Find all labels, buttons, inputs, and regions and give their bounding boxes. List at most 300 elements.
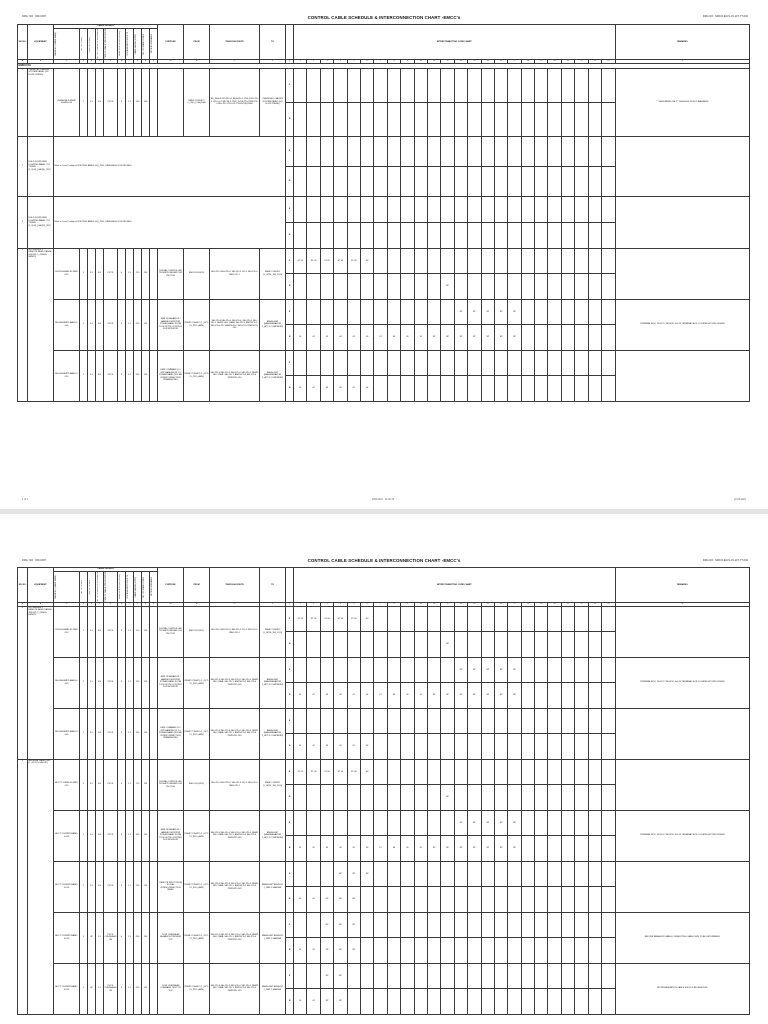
core-cell: SP — [494, 683, 507, 709]
cell-spare: 110 — [142, 299, 150, 350]
core-cell — [588, 632, 601, 658]
core-cell — [548, 759, 561, 785]
core-cell — [588, 887, 601, 913]
cell-type: PVCS — [104, 68, 118, 136]
cell-ext: 4/3 — [96, 606, 104, 657]
core-row-marker: S — [286, 708, 294, 734]
core-cell: SP — [454, 836, 467, 862]
core-cell — [374, 734, 387, 760]
core-cell — [347, 810, 360, 836]
col-header-from: FROM — [184, 25, 210, 60]
core-cell: 02 — [307, 325, 320, 351]
cell-through: SEL-PD-3 SEL-PD-3, SEL-PD-4, PD-3, SEL-PD-4, PAUL-PD-1 — [210, 606, 260, 657]
col-letter-A: A — [18, 59, 28, 63]
core-cell — [334, 222, 347, 248]
cell-to: BMHS-GMT (HANDBEHAVIOR 1_HPT-2 COMPRESS) — [260, 350, 286, 401]
core-cell — [521, 734, 534, 760]
core-cell — [320, 102, 333, 136]
core-cell — [414, 657, 427, 683]
cell-cable-no: DEL-RA-RMPP-BAND-2-010 — [54, 350, 80, 401]
core-cell — [387, 136, 400, 166]
core-row-marker: N — [286, 376, 294, 402]
cell-through: SEL-PD-4 SEL-PD-4, SEL-PD-4, SEL-PD-4, SEL-PD-4, RHMP, SEL 3 BBB, SEL-PD 3, BMPS-PD-9, SEL-PD-4 PD 3-BMPS-PD-1 SEL-PD-4 PMPS-PD-100 — [210, 299, 260, 350]
core-cell — [602, 350, 616, 376]
core-number-1: 1 — [294, 602, 307, 606]
core-cell — [602, 606, 616, 632]
col-header-no-cores-label: NO. OF CORES — [80, 579, 83, 594]
cell-from: RMHP CONVEY (1_GPT-21_PRO_AMS) — [184, 350, 210, 401]
core-cell — [521, 166, 534, 196]
core-cell — [387, 861, 400, 887]
core-cell — [602, 325, 616, 351]
core-cell — [588, 68, 601, 102]
core-row-marker: N — [286, 887, 294, 913]
core-cell: SP — [320, 887, 333, 913]
core-cell — [454, 785, 467, 811]
core-cell — [427, 912, 440, 938]
core-cell — [521, 248, 534, 274]
core-cell — [535, 136, 548, 166]
core-cell: 10 — [414, 683, 427, 709]
core-cell — [347, 989, 360, 1015]
core-cell — [387, 222, 400, 248]
core-cell: SP — [361, 248, 374, 274]
core-cell — [561, 887, 574, 913]
core-cell — [602, 810, 616, 836]
core-cell — [347, 136, 360, 166]
core-cell — [548, 222, 561, 248]
cell-length: 4 — [118, 912, 126, 963]
cell-through: SEL-PD-4 SEL-PD-4, SEL-PD-4, SEL-PD-4, RHMP, SEL 3 BBB, SEL-PD 3, BMPS-PD-9 SEL-PD-4 PMPS-PD-100 — [210, 708, 260, 759]
core-cell — [481, 708, 494, 734]
core-cell — [347, 166, 360, 196]
cell-remarks — [615, 248, 749, 299]
core-cell — [294, 166, 307, 196]
cell-sr: 4 — [18, 606, 28, 759]
core-row-marker: N — [286, 785, 294, 811]
core-cell — [387, 785, 400, 811]
col-letter-D: D — [80, 59, 88, 63]
cell-remarks — [615, 606, 749, 657]
core-cell — [494, 350, 507, 376]
core-cell — [374, 606, 387, 632]
core-cell: SP — [361, 759, 374, 785]
core-cell: SP — [508, 299, 521, 325]
core-cell — [401, 196, 414, 222]
core-row-marker: S — [286, 912, 294, 938]
core-cell: 02 — [307, 376, 320, 402]
core-cell — [361, 632, 374, 658]
core-number-18: 18 — [521, 602, 534, 606]
cell-to: BMHS-GMT BMHS BY 1_RMT-1 HANDBE — [260, 912, 286, 963]
core-cell: 02 — [307, 836, 320, 862]
core-cell — [521, 222, 534, 248]
core-cell — [575, 136, 588, 166]
core-cell — [427, 989, 440, 1015]
cell-spare: 110 — [142, 350, 150, 401]
core-cell: 03 — [320, 836, 333, 862]
core-cell — [561, 734, 574, 760]
core-cell — [481, 274, 494, 300]
core-row-marker: N — [286, 325, 294, 351]
core-cell — [521, 102, 534, 136]
core-cell — [361, 350, 374, 376]
cell-to: BMHS-GMT (HANDBEHAVIOR 1_HPT-2 COMPRESS) — [260, 657, 286, 708]
core-cell — [535, 299, 548, 325]
col-header-vdrop-label: VOLTAGE DROP IN VOLTS — [126, 32, 129, 56]
core-cell — [548, 683, 561, 709]
cell-length: 4 — [118, 68, 126, 136]
core-cell: 06 — [361, 734, 374, 760]
core-cell — [441, 734, 454, 760]
core-number-24: 24 — [602, 59, 616, 63]
core-cell — [548, 785, 561, 811]
cell-cable-no: HDCT-T1-RMPP-BAND-3-010 — [54, 912, 80, 963]
core-cell — [294, 102, 307, 136]
core-cell — [334, 350, 347, 376]
core-cell: SP — [347, 861, 360, 887]
core-cell — [454, 248, 467, 274]
core-cell — [521, 708, 534, 734]
core-cell — [548, 274, 561, 300]
core-cell — [468, 759, 481, 785]
cell-spare: 110 — [142, 810, 150, 861]
core-cell — [427, 350, 440, 376]
core-cell — [494, 166, 507, 196]
core-cell: SP — [494, 810, 507, 836]
core-cell — [602, 102, 616, 136]
core-cell — [454, 632, 467, 658]
cell-type: PVCS — [104, 248, 118, 299]
core-row-marker: S — [286, 68, 294, 102]
core-cell — [307, 102, 320, 136]
core-cell — [575, 68, 588, 102]
core-cell — [508, 632, 521, 658]
core-cell — [441, 606, 454, 632]
core-cell — [521, 325, 534, 351]
core-cell — [414, 299, 427, 325]
core-number-19: 19 — [535, 59, 548, 63]
cell-no-cores: 1 — [80, 299, 88, 350]
core-cell — [508, 887, 521, 913]
cell-purpose: EMS 13 BEHAVIOR / HANDBOOK/INT/VR POWER BAND ROOM TOOL/LETTE CONTROL FOR INTERIOR — [158, 299, 184, 350]
cell-length: 4 — [118, 759, 126, 810]
core-cell — [414, 136, 427, 166]
col-header-purpose: PURPOSE — [158, 568, 184, 603]
core-cell: 09 — [401, 836, 414, 862]
cell-spare: 110 — [142, 912, 150, 963]
core-cell — [401, 350, 414, 376]
col-letter-R: R — [615, 602, 749, 606]
core-cell — [427, 102, 440, 136]
col-header-remarks-no-label: NOTE NO./REMARKS — [150, 34, 153, 54]
core-number-17: 17 — [508, 602, 521, 606]
core-cell — [427, 274, 440, 300]
core-cell — [454, 606, 467, 632]
core-cell — [414, 274, 427, 300]
core-cell — [320, 299, 333, 325]
core-cell — [494, 938, 507, 964]
col-header-group-cable-details: CABLE DETAILS — [54, 25, 158, 29]
core-cell — [602, 274, 616, 300]
cell-no-cores: 1 — [80, 912, 88, 963]
core-cell — [561, 606, 574, 632]
core-number-10: 10 — [414, 59, 427, 63]
core-cell — [561, 810, 574, 836]
core-cell — [561, 963, 574, 989]
core-cell — [481, 861, 494, 887]
core-cell — [548, 810, 561, 836]
core-cell — [481, 963, 494, 989]
core-cell — [575, 222, 588, 248]
core-cell — [441, 861, 454, 887]
core-cell: ST 09 — [347, 759, 360, 785]
core-cell — [454, 196, 467, 222]
core-cell: 01 — [294, 887, 307, 913]
core-cell — [387, 299, 400, 325]
core-cell — [508, 248, 521, 274]
core-cell: SP — [320, 963, 333, 989]
cell-from: EMCC03 (GPD) — [184, 759, 210, 810]
col-header-no-cores-label: NO. OF CORES — [80, 36, 83, 51]
core-cell — [361, 708, 374, 734]
cell-size: 9.5 — [88, 861, 96, 912]
core-row-marker: N — [286, 166, 294, 196]
cell-remarks: INSTRUMENTATION CABLE SHOULD BE SHIELDED — [615, 963, 749, 1014]
cell-remark-no — [150, 68, 158, 136]
cell-cable-no: DEL-RA-RMPP-BAND-1-010 — [54, 299, 80, 350]
core-cell — [602, 166, 616, 196]
cell-ext: 4/3 — [96, 759, 104, 810]
core-row-marker: S — [286, 759, 294, 785]
core-number-3: 3 — [320, 602, 333, 606]
col-letter-H: H — [118, 59, 126, 63]
core-cell: 01 — [294, 683, 307, 709]
core-cell — [347, 222, 360, 248]
col-header-laying — [134, 29, 142, 60]
cell-no-cores: 1 — [80, 963, 88, 1014]
col-header-length — [118, 572, 126, 603]
cable-schedule-table — [17, 24, 750, 402]
col-header-type — [104, 572, 118, 603]
core-cell — [561, 248, 574, 274]
core-cell — [387, 810, 400, 836]
core-cell — [588, 938, 601, 964]
col-letter-K: K — [142, 59, 150, 63]
core-cell — [588, 836, 601, 862]
core-cell — [561, 376, 574, 402]
core-number-13: 13 — [454, 59, 467, 63]
col-letter-E: E — [88, 59, 96, 63]
core-cell — [494, 632, 507, 658]
core-cell — [414, 989, 427, 1015]
core-cell — [588, 708, 601, 734]
core-cell — [294, 350, 307, 376]
cell-vdrop: 1.1 — [126, 963, 134, 1014]
col-header-vdrop — [126, 29, 134, 60]
col-header-spare-label: NO. OF SPARE CORES — [142, 576, 145, 598]
core-cell — [508, 989, 521, 1015]
cell-cable-no: HDCT-T1-RMPP-BAND-2-010 — [54, 861, 80, 912]
core-number-12: 12 — [441, 602, 454, 606]
col-header-size — [88, 572, 96, 603]
core-cell — [307, 912, 320, 938]
core-cell — [481, 759, 494, 785]
core-cell — [602, 248, 616, 274]
core-cell — [521, 632, 534, 658]
core-cell — [575, 102, 588, 136]
col-letter-F: F — [96, 602, 104, 606]
cell-spare: 110 — [142, 708, 150, 759]
core-cell: 02 — [307, 887, 320, 913]
core-cell — [427, 68, 440, 102]
col-letter-J: J — [134, 602, 142, 606]
core-cell — [535, 196, 548, 222]
core-cell — [602, 683, 616, 709]
core-cell: SP — [468, 810, 481, 836]
core-cell — [468, 350, 481, 376]
cell-purpose: DIGITAL CONTROLLED TB SMPP FEEDER FOR PHOTOS — [158, 759, 184, 810]
core-cell — [294, 810, 307, 836]
core-number-3: 3 — [320, 59, 333, 63]
cell-remarks — [615, 861, 749, 912]
core-cell — [575, 785, 588, 811]
core-cell — [414, 963, 427, 989]
core-cell — [575, 938, 588, 964]
core-cell — [561, 912, 574, 938]
core-cell — [561, 683, 574, 709]
core-row-marker: S — [286, 299, 294, 325]
table-row — [18, 912, 750, 938]
core-cell — [468, 248, 481, 274]
core-number-14: 14 — [468, 59, 481, 63]
col-header-sr: SR. NO. — [18, 568, 28, 603]
core-cell — [320, 274, 333, 300]
core-cell — [320, 166, 333, 196]
core-cell — [307, 785, 320, 811]
core-number-4: 4 — [334, 602, 347, 606]
col-letter-O: O — [210, 59, 260, 63]
core-cell — [548, 102, 561, 136]
cell-to: BMHS-GMT (HANDBEHAVIOR 1_HPT-2 COMPRESS) — [260, 299, 286, 350]
col-header-equipment: EQUIPMENT — [28, 25, 54, 60]
col-header-laying — [134, 572, 142, 603]
cell-type: PVCS — [104, 708, 118, 759]
core-cell — [575, 248, 588, 274]
cell-remarks — [615, 350, 749, 401]
core-cell — [535, 708, 548, 734]
core-number-9: 9 — [401, 602, 414, 606]
col-header-size-label: SIZE OF CORES — [88, 579, 91, 595]
core-cell — [441, 810, 454, 836]
col-header-spacer — [286, 568, 294, 603]
core-number-18: 18 — [521, 59, 534, 63]
core-cell — [414, 810, 427, 836]
core-number-4: 4 — [334, 59, 347, 63]
core-cell — [427, 708, 440, 734]
core-cell — [387, 963, 400, 989]
core-cell — [454, 887, 467, 913]
core-cell — [320, 708, 333, 734]
core-cell — [481, 196, 494, 222]
core-cell — [361, 887, 374, 913]
core-cell — [575, 963, 588, 989]
core-cell: SP — [454, 683, 467, 709]
core-cell — [387, 938, 400, 964]
core-cell — [294, 196, 307, 222]
core-cell — [347, 657, 360, 683]
cell-ext: 1.5 — [96, 963, 104, 1014]
core-cell: SP — [441, 325, 454, 351]
core-cell — [535, 836, 548, 862]
page-title: CONTROL CABLE SCHEDULE & INTERCONNECTION CHART -EMCC's — [307, 558, 461, 563]
core-cell — [602, 299, 616, 325]
core-cell: SP — [334, 989, 347, 1015]
col-header-length-label: LENGTH OF ROUTE (MTRS) — [118, 31, 121, 57]
cell-to: BMHS-GMT (HANDBEHAVIOR 1_HPT-2 COMPRESS) — [260, 810, 286, 861]
core-cell: SP — [481, 299, 494, 325]
core-cell — [361, 166, 374, 196]
col-letter-P: P — [260, 602, 286, 606]
core-cell — [414, 734, 427, 760]
core-cell — [427, 734, 440, 760]
core-cell — [334, 810, 347, 836]
core-cell — [521, 196, 534, 222]
core-row-marker: S — [286, 657, 294, 683]
core-number-10: 10 — [414, 602, 427, 606]
core-cell: SP — [361, 606, 374, 632]
core-cell — [441, 102, 454, 136]
core-cell — [602, 836, 616, 862]
core-cell — [561, 68, 574, 102]
col-header-remarks-no — [150, 29, 158, 60]
core-cell — [588, 657, 601, 683]
core-cell — [508, 861, 521, 887]
core-cell — [588, 963, 601, 989]
cell-from: RMHP CONVEY (1_GPT-21_PRO_AMS) — [184, 299, 210, 350]
core-cell — [361, 68, 374, 102]
core-cell: 04 — [334, 376, 347, 402]
core-cell: 03 — [320, 376, 333, 402]
core-cell — [548, 963, 561, 989]
core-cell — [548, 836, 561, 862]
cell-laying: 170 — [134, 248, 142, 299]
core-cell — [427, 376, 440, 402]
core-cell: 09 — [401, 325, 414, 351]
core-cell: SP — [441, 632, 454, 658]
table-row — [18, 196, 750, 222]
core-cell: 10 — [414, 325, 427, 351]
cell-through: SEL-PD-3 SEL-PD-3, SEL-PD-4, PD-3, SEL-PD-4, PAUL-PD-1 — [210, 759, 260, 810]
core-cell — [414, 912, 427, 938]
col-header-laying-label: CABLE LAYING (MTRS) — [134, 576, 137, 598]
core-cell — [334, 299, 347, 325]
core-cell — [414, 759, 427, 785]
core-cell — [508, 350, 521, 376]
core-cell — [602, 989, 616, 1015]
core-cell — [374, 68, 387, 102]
table-row — [18, 136, 750, 166]
core-cell — [374, 785, 387, 811]
col-header-cable-no-label: CABLE NO. (CABLE MARK) — [54, 574, 57, 599]
cell-equipment: HOLD-DOWN RMS LIGHTING PANEL / TO TURNS (1_GOH_(GEH)2)_PRL) — [28, 196, 54, 248]
core-cell — [374, 166, 387, 196]
core-cell: 10 — [414, 836, 427, 862]
core-cell — [494, 989, 507, 1015]
core-cell — [521, 350, 534, 376]
cell-cable-no: DEL-RA-RMPP-BAND-1-010 — [54, 657, 80, 708]
core-cell — [521, 938, 534, 964]
